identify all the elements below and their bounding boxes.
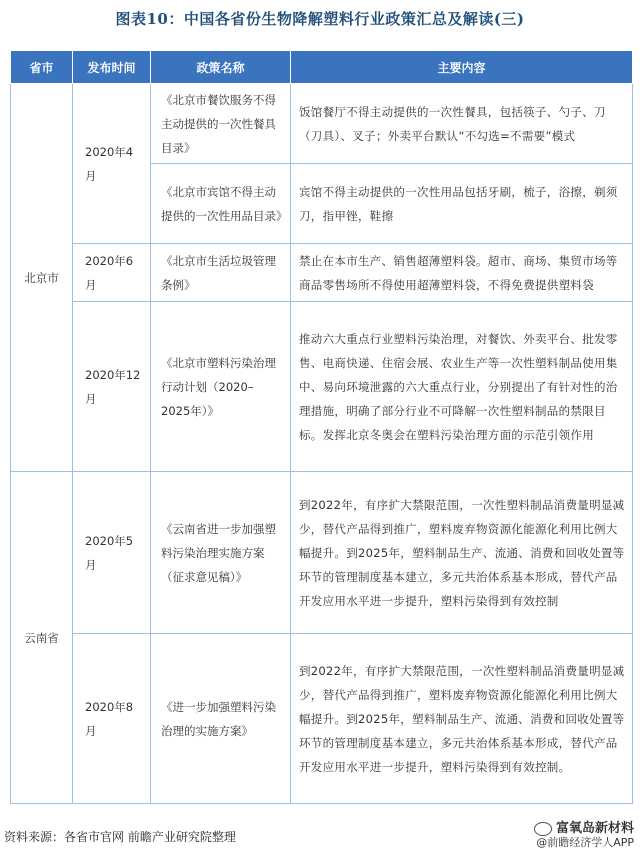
policy-name-cell: 《北京市餐饮服务不得主动提供的一次性餐具目录》 (151, 84, 291, 164)
date-cell: 2020年8月 (73, 634, 151, 804)
content-cell: 禁止在本市生产、销售超薄塑料袋。超市、商场、集贸市场等商品零售场所不得使用超薄塑料袋，不得免费提供塑料袋 (291, 244, 633, 302)
table-row (11, 244, 633, 302)
policy-name-cell: 《进一步加强塑料污染治理的实施方案》 (151, 634, 291, 804)
content-cell: 推动六大重点行业塑料污染治理，对餐饮、外卖平台、批发零售、电商快递、住宿会展、农业生产等一次性塑料制品使用集中、易向环境泄露的六大重点行业，分别提出了有针对性的治理措施，明确了部分行业不可降解一次性塑料制品的禁限目标。发挥北京冬奥会在塑料污染治理方面的示范引领作用 (291, 302, 633, 472)
table-row (11, 472, 633, 634)
brand-sub: @前瞻经济学人APP (536, 836, 634, 849)
wechat-icon (534, 822, 552, 836)
date-cell: 2020年6月 (73, 244, 151, 302)
policy-name-cell: 《北京市塑料污染治理行动计划（2020–2025年）》 (151, 302, 291, 472)
header-province: 省市 (11, 51, 73, 84)
content-cell: 饭馆餐厅不得主动提供的一次性餐具，包括筷子、勺子、刀（刀具）、叉子；外卖平台默认“不勾选=不需要”模式 (291, 84, 633, 164)
policy-name-cell: 《云南省进一步加强塑料污染治理实施方案（征求意见稿）》 (151, 472, 291, 634)
content-cell: 宾馆不得主动提供的一次性用品包括牙刷，梳子，浴擦，剃须刀，指甲锉，鞋擦 (291, 164, 633, 244)
province-cell-beijing: 北京市 (11, 84, 73, 472)
policy-name-cell: 《北京市宾馆不得主动提供的一次性用品目录》 (151, 164, 291, 244)
province-cell-yunnan: 云南省 (11, 472, 73, 804)
date-cell: 2020年5月 (73, 472, 151, 634)
page-title: 图表10：中国各省份生物降解塑料行业政策汇总及解读(三) (115, 10, 525, 28)
date-cell: 2020年4月 (73, 84, 151, 244)
table-row (11, 302, 633, 472)
content-cell: 到2022年，有序扩大禁限范围，一次性塑料制品消费量明显减少，替代产品得到推广，塑料废弃物资源化能源化利用比例大幅提升。到2025年，塑料制品生产、流通、消费和回收处置等环节的管理制度基本建立，多元共治体系基本形成，替代产品开发应用水平进一步提升，塑料污染得到有效控制 (291, 472, 633, 634)
header-main-content: 主要内容 (291, 51, 633, 84)
header-policy-name: 政策名称 (151, 51, 291, 84)
table-header-row (11, 51, 633, 84)
table-row (11, 634, 633, 804)
source-note: 资料来源：各省市官网 前瞻产业研究院整理 (4, 830, 236, 844)
table-row (11, 84, 633, 164)
policy-table (10, 50, 633, 804)
publisher-logo (534, 822, 634, 850)
date-cell: 2020年12月 (73, 302, 151, 472)
content-cell: 到2022年，有序扩大禁限范围，一次性塑料制品消费量明显减少，替代产品得到推广，塑料废弃物资源化能源化利用比例大幅提升。到2025年，塑料制品生产、流通、消费和回收处置等环节的管理制度基本建立，多元共治体系基本形成，替代产品开发应用水平进一步提升，塑料污染得到有效控制。 (291, 634, 633, 804)
header-date: 发布时间 (73, 51, 151, 84)
policy-name-cell: 《北京市生活垃圾管理条例》 (151, 244, 291, 302)
brand-name: 富氧岛新材料 (555, 821, 634, 836)
